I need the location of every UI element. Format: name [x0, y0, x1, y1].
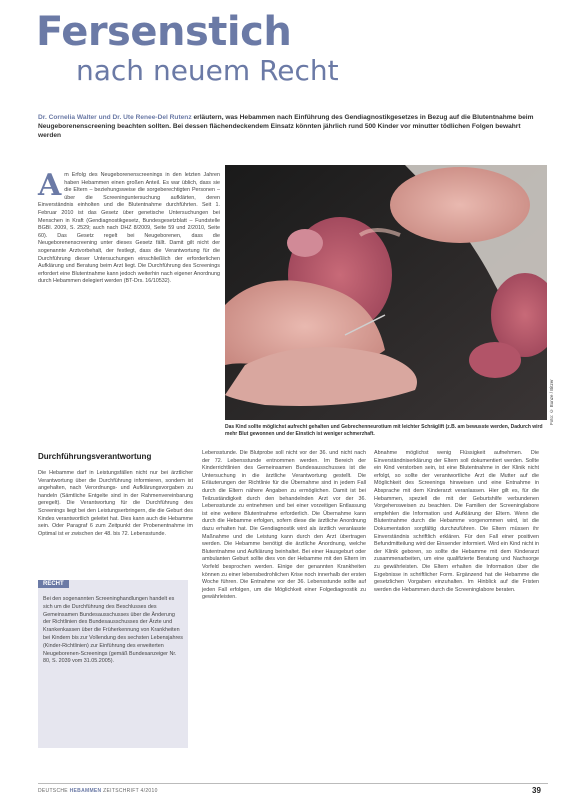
page-subtitle: nach neuem Recht — [76, 54, 339, 87]
intro-column — [38, 168, 220, 286]
section-column-3 — [374, 450, 539, 594]
section-col3-text: Abnahme möglichst wenig Flüssigkeit aufnehmen. Die Einverständniserklärung der Eltern soll dokumentiert werden. Sollte ein Kind verstorben sein, ist eine Blutentnahme in der Klinik nicht erfolgt, so sollte der verantwortliche Arzt die Mutter auf die Möglichkeit des Screenings hinweisen und eine Entnahme in Absprache mit dem Kinderarzt veranlassen. Hier gilt es, für die Hebammen, speziell die mit der Geburtshilfe verbundenen Vorgehensweisen zu beachten. Die Familien der Screeninglabore empfehlen die Information und Aufklärung der Eltern. Wenn die Blutentnahme durch die Hebamme vorgenommen wird, ist die Dokumentation sorgfältig durchzuführen. Die Eltern müssen ihr Einverständnis schriftlich erklären. Für den Fall einer positiven Befundmitteilung wird der Einsender informiert. Wird ein Kind nicht in der Klinik geboren, so sollte die Hebamme mit dem Kinderarzt zusammenarbeiten, um eine qualifizierte Beratung und Nachsorge zu gewährleisten. Die Eltern erhalten die Information über die Ergebnisse in schriftlicher Form. Ergänzend hat die Hebamme die gesetzlichen Vorgaben einzuhalten. Im Hinblick auf die Fristen werden die Hebammen durch die Screeninglabore beraten. — [374, 450, 539, 593]
footer-middle: HEBAMMEN — [69, 788, 102, 794]
page-number: 39 — [532, 786, 541, 795]
section-column-2 — [202, 450, 366, 602]
footer-left: DEUTSCHE — [38, 788, 68, 794]
info-box-text: Bei den sogenannten Screeninghandlungen handelt es sich um die Durchführung des Beschlusses des Gemeinsamen Bundesausschusses über die Änderung der Richtlinien des Bundesausschusses der Ärzte und Krankenkassen über die Früherkennung von Krankheiten bei Kindern bis zur Vollendung des sechsten Lebensjahres (Kinder-Richtlinien) zur Einführung des erweiterten Neugeborenen-Screenings (gemäß Bundesanzeiger Nr. 80, S. 2039 vom 31.05.2005). — [43, 596, 183, 665]
section-column-1 — [38, 470, 193, 538]
photo-caption: Das Kind sollte möglichst aufrecht gehalten und Gebrechenneurotium mit leichter Schräglift (z.B. am bewusste werden, Dadurch wird mehr Blut gewonnen und der Einstich ist weniger schmerzhaft. — [225, 424, 543, 437]
title-block — [36, 10, 339, 86]
intro-text: m Erfolg des Neugeborenenscreenings in den letzten Jahren haben Hebammen einen großen Anteil. Es war üblich, dass sie die Eltern – beziehungsweise die sorgeberechtigten Personen – über die Screeninguntersuchung aufklärten, deren Einverständnis einholten und die Blutentnahme durchführten. Seit 1. Februar 2010 ist das Gesetz über genetische Untersuchungen bei Menschen in Kraft (Gendiagnostikgesetz, Bundesgesetzblatt – Fundstelle BGBl. 2009, S. 2529; auch nach DHZ 8/2009, Seite 59 und 2/2010, Seite 60). Das Gesetz regelt bei Neugeborenen, dass die Neugeborenenscreening unter dieses Gesetz fällt. Damit gilt nicht der sogenannte Arztvorbehalt, der festlegt, dass die Verantwortung für die Durchführung dieser Untersuchungen einschließlich der erforderlichen Aufklärung und Beratung beim Arzt liegt. Die Durchführung des Screenings erfordert eine Blutentnahme kann jedoch weiterhin nach eigener Anordnung durch Hebammen delegiert werden (BT-Drs. 16/10532). — [38, 172, 220, 285]
baby-foot-photo-illustration — [225, 165, 547, 420]
info-box-label: RECHT — [38, 580, 69, 588]
lead-authors: Dr. Cornelia Walter und Dr. Ute Renee-Del Rutenz — [38, 114, 192, 121]
photo-credit: Foto: © Bunze / Bitzer — [549, 379, 554, 425]
section-col2-text: Lebensstunde. Die Blutprobe soll nicht vor der 36. und nicht nach der 72. Lebensstunde entnommen werden. Im Bereich der Kinderrichtlinien des Gemeinsamen Bundesausschusses ist die Untersuchung in die ärztliche Verantwortung gestellt. Die Erläuterungen der Richtlinie für die Übernahme sind in jedem Fall durch die Eltern nähere Angaben zu ermöglichen. Damit ist bei Teilzuständigkeit durch den behandelnden Arzt vor der 36. Lebensstunde zu entnehmen und bei einer vorzeitigen Entlassung ist eine weitere Blutentnahme erforderlich. Die Übernahme kann durch die Hebamme erfolgen, sofern diese die ärztliche Anordnung dazu erhalten hat. Die Gendiagnostik wird als ärztlich veranlasste Maßnahme und die Leistung kann durch den Arzt übertragen werden. Die Hebamme benötigt die ärztliche Anordnung, welche Blutentnahme und Aufklärung beinhaltet. Bei einer Hausgeburt oder ambulanten Geburt sollte dies von der Hebamme mit den Eltern im Vorfeld besprochen werden. Einige der genannten Krankheiten können zu einer lebensbedrohlichen Krise noch innerhalb der ersten Woche führen. Die Entnahme vor der 36. Lebensstunde sollte auf jeden Fall erfolgen, um die Möglichkeit einer Folgediagnostik zu gewährleisten. — [202, 450, 366, 601]
section-heading: Durchführungsverantwortung — [38, 452, 152, 461]
page-title: Fersenstich — [36, 9, 292, 55]
dropcap: A — [38, 168, 62, 203]
section-col1-text: Die Hebamme darf in Leistungsfällen nicht nur bei ärztlicher Verantwortung über die Durchführung informieren, sondern ist angehalten, nach Verordnungs- und Aufklärungsvorgaben zu handeln (Sämtliche Entgelte sind in der Rahmenvereinbarung geregelt). Die Verantwortung für die Durchführung des Screenings liegt bei den Leistungserbringern, die die Geburt des Kindes verantwortlich geleitet hat. Dies kann auch die Hebamme sein. Oder Paragraf 6 zum Zeitpunkt der Probenentnahme im Optimal ist er zwischen der 48. bis 72. Lebensstunde. — [38, 470, 193, 537]
info-box — [38, 580, 188, 748]
footer-divider — [38, 783, 548, 784]
lead-paragraph — [38, 113, 538, 140]
footer-right: ZEITSCHRIFT 4/2010 — [103, 788, 158, 794]
article-photo — [225, 165, 547, 420]
footer — [38, 788, 158, 794]
lead-text: erläutern, was Hebammen nach Einführung des Gendiagnostikgesetzes in Bezug auf die Blutentnahme beim Neugeborenenscreening beachten sollten. Bei dessen flächendeckendem Einsatz könnten jährlich rund 500 Kinder vor minutter tödlichen Folgen bewahrt werden — [38, 114, 534, 139]
